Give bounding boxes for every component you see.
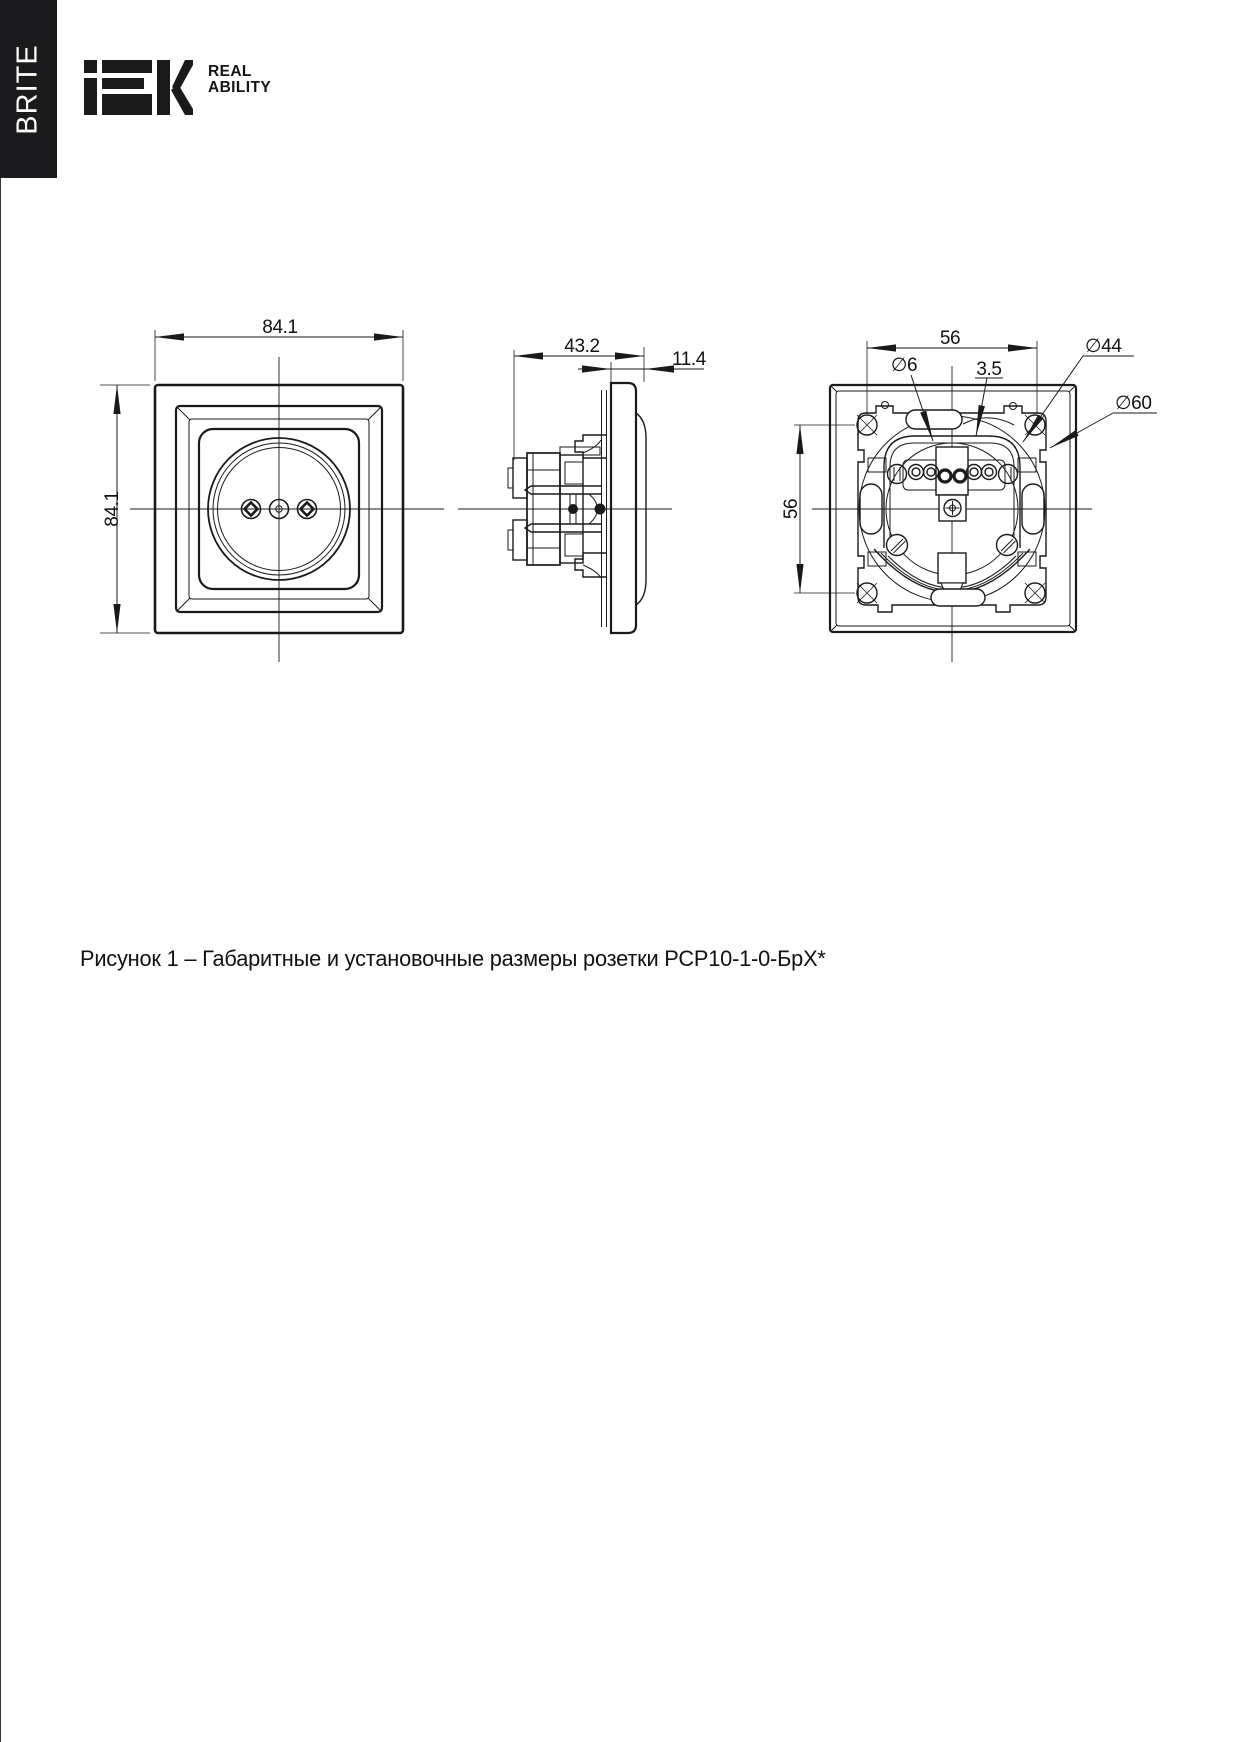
iek-logo-glyphs [84,60,193,115]
screw-hole-dia-label: ∅6 [890,355,918,376]
front-width-dim-label: 84.1 [262,317,298,338]
back-center-screw [939,495,966,521]
iek-logo [84,60,271,115]
front-height-dim-label: 84.1 [102,491,123,527]
back-view-drawing [781,328,1157,662]
figure-caption: Рисунок 1 – Габаритные и установочные размеры розетки РСР10-1-0-БрХ* [80,946,826,971]
center-screw [270,500,289,519]
side-faceplate-dim-label: 11.4 [672,349,706,370]
side-depth-dim-label: 43.2 [564,336,600,357]
side-view-drawing [458,336,707,633]
dim-claw-offset [975,359,1003,436]
back-hole-spacing-v-label: 56 [781,498,802,520]
back-hole-spacing-h-label: 56 [939,328,961,349]
box-circle-label: ∅60 [1115,393,1152,414]
series-banner-label: BRITE [12,43,44,135]
claw-circle-label: ∅44 [1085,336,1122,357]
tagline-line1: REAL [208,63,252,80]
tagline-line2: ABILITY [208,79,272,96]
front-view-drawing [100,317,444,662]
dim-claw-circle [1023,336,1134,442]
claw-offset-label: 3.5 [976,359,1002,380]
dim-box-circle [1050,393,1157,448]
